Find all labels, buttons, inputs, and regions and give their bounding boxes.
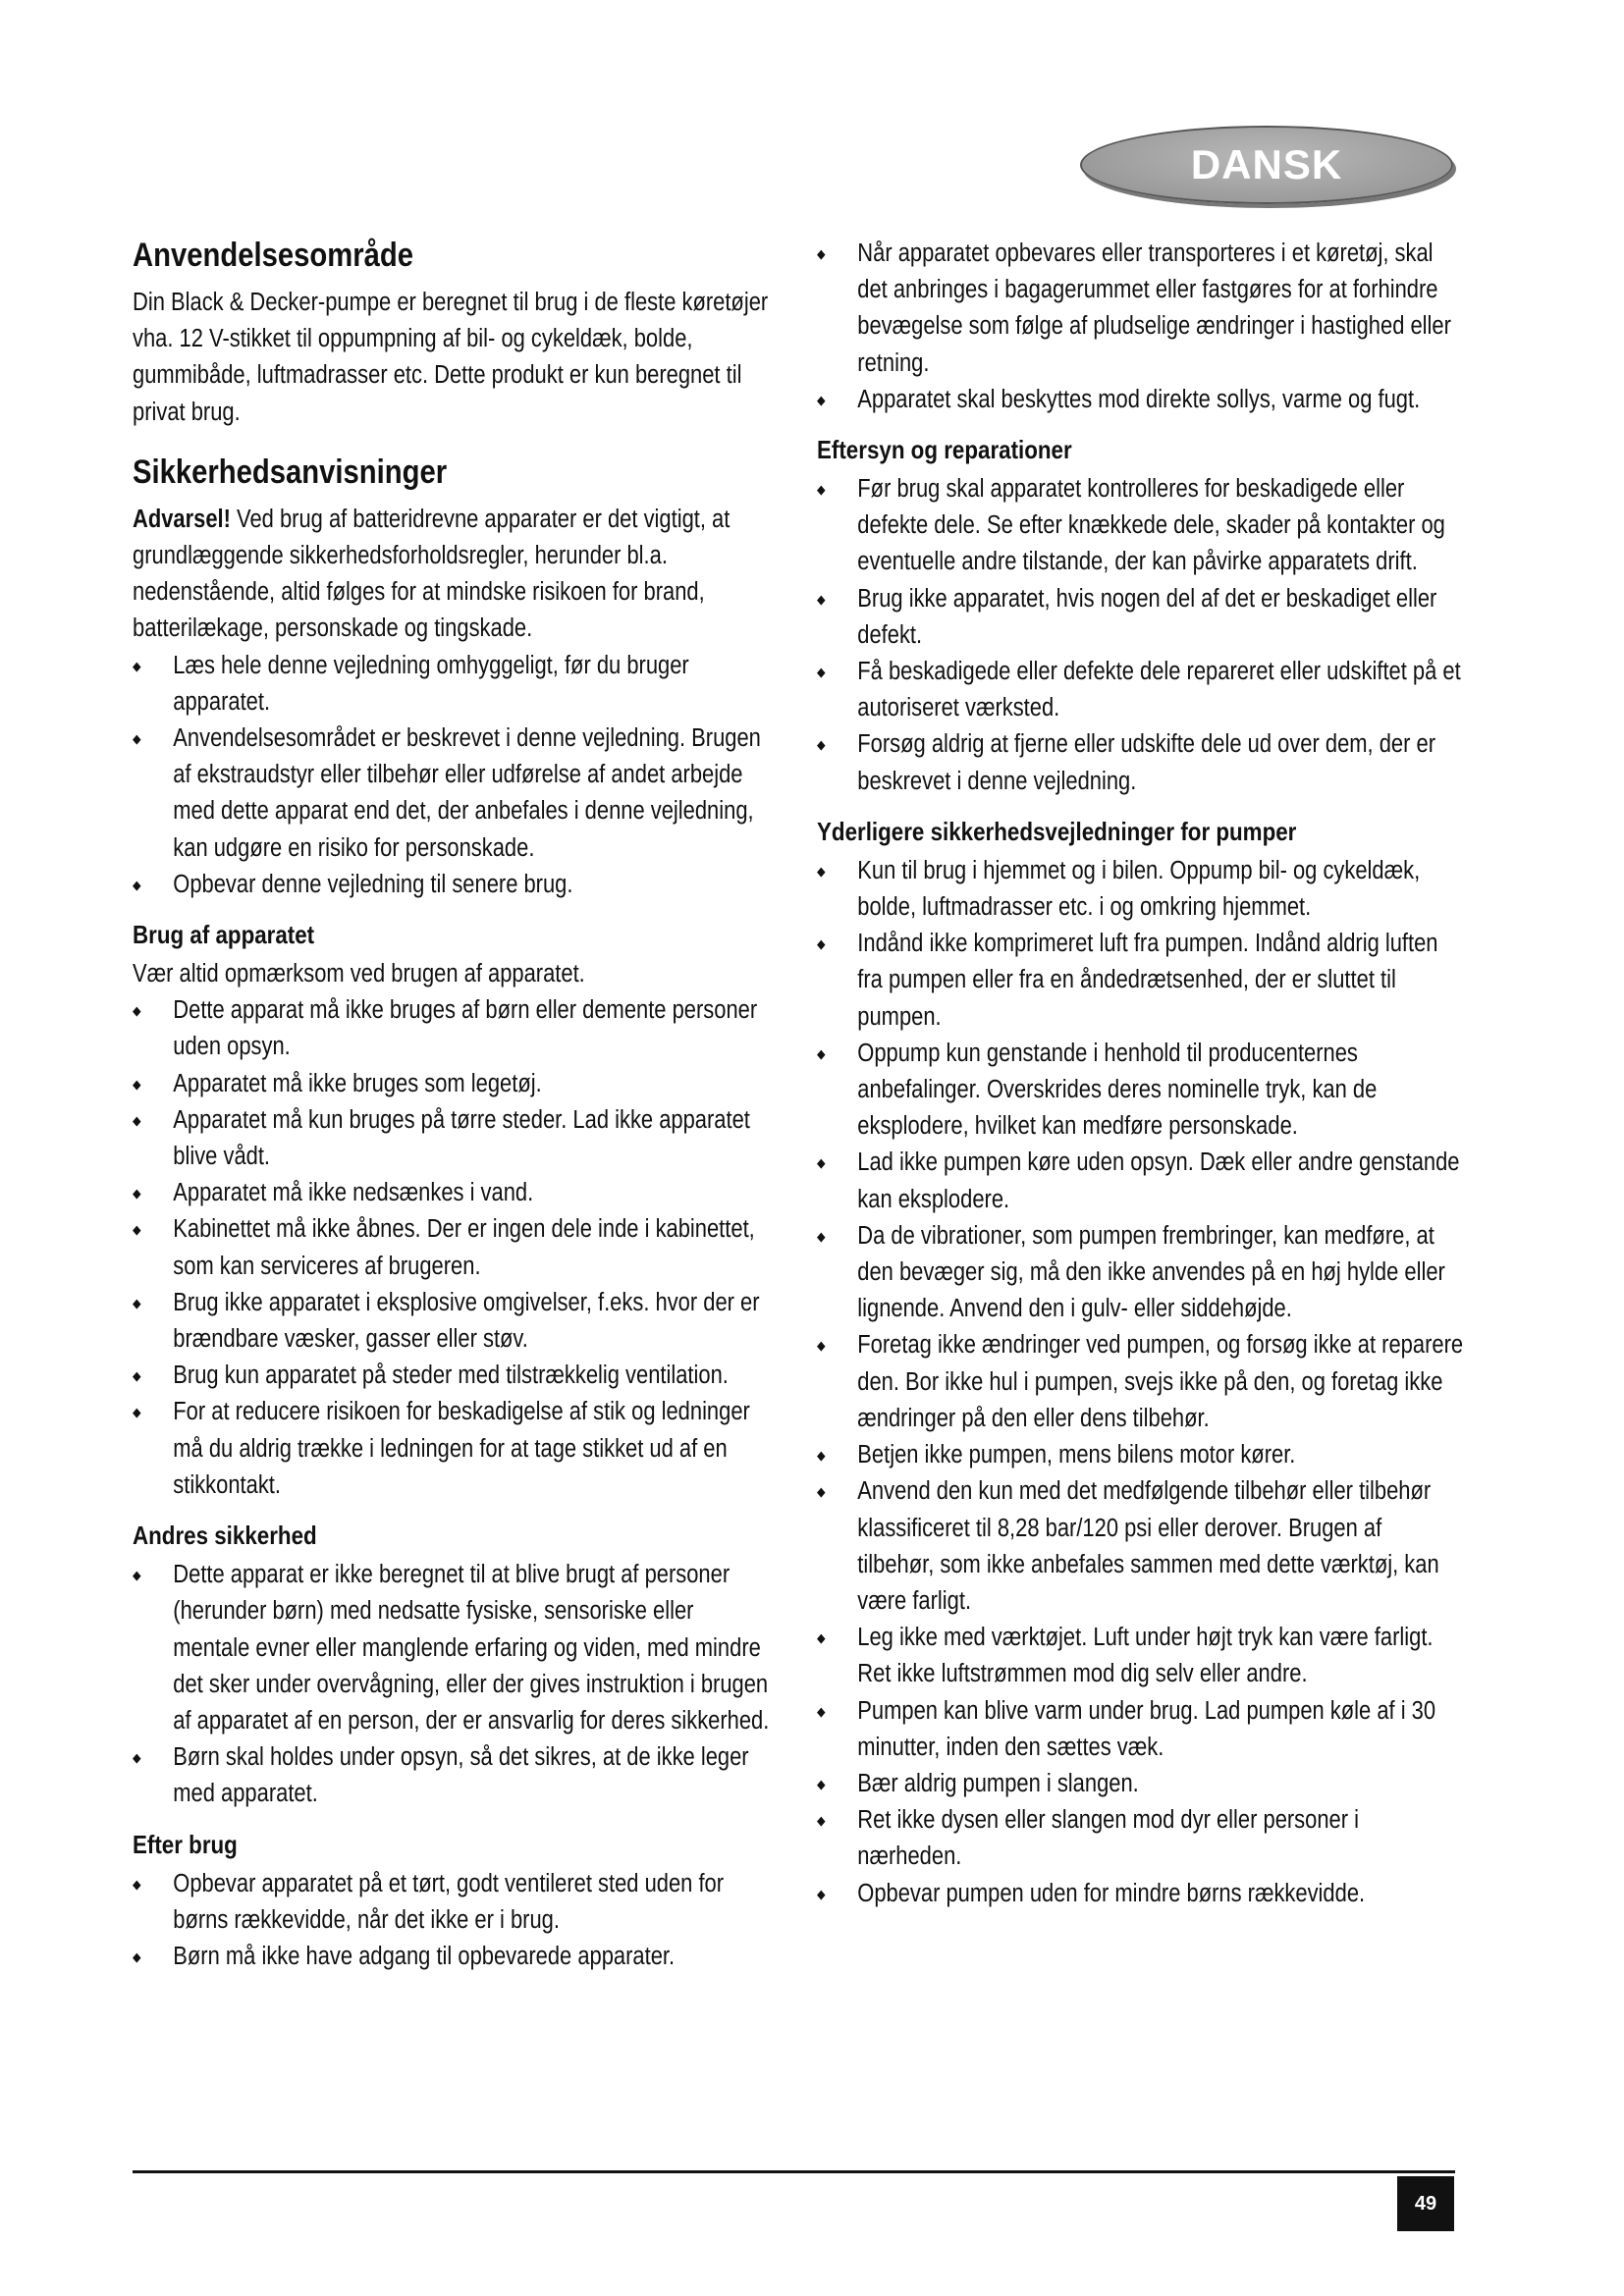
safety-bullet-list	[133, 648, 769, 903]
list-item: ◆ Børn skal holdes under opsyn, så det sikres, at de ikke leger med apparatet.	[133, 1739, 769, 1812]
section-title-pumper: Yderligere sikkerhedsvejledninger for pumper	[817, 816, 1297, 846]
list-item: ◆ Før brug skal apparatet kontrolleres for beskadigede eller defekte dele. Se efter knækkede dele, skader på kontakter og eventuelle andre tilstande, der kan påvirke apparatets drift.	[817, 471, 1463, 581]
list-item: ◆ Børn må ikke have adgang til opbevarede apparater.	[133, 1939, 769, 1975]
list-item: ◆ Da de vibrationer, som pumpen frembringer, kan medføre, at den bevæger sig, må den ikke anvendes på en høj hylde eller lignende. Anvend den i gulv- eller siddehøjde.	[817, 1218, 1463, 1328]
list-item: ◆ Kabinettet må ikke åbnes. Der er ingen dele inde i kabinettet, som kan serviceres af brugeren.	[133, 1211, 769, 1284]
section-title-eftersyn: Eftersyn og reparationer	[817, 435, 1072, 465]
pump-safety-list	[817, 853, 1463, 1912]
list-item: ◆ Dette apparat er ikke beregnet til at blive brugt af personer (herunder børn) med nedsatte fysiske, sensoriske eller mentale evner eller manglende erfaring og viden, med mindre det sker under overvågning, eller der gives instruktion i brugen af apparatet af en person, der er ansvarlig for deres sikkerhed.	[133, 1557, 769, 1739]
storage-bullet-list	[817, 236, 1463, 418]
list-item: ◆ Ret ikke dysen eller slangen mod dyr eller personer i nærheden.	[817, 1802, 1463, 1875]
inspection-bullet-list	[817, 471, 1463, 800]
list-item: ◆ Brug kun apparatet på steder med tilstrækkelig ventilation.	[133, 1358, 769, 1394]
section-title-brug: Brug af apparatet	[133, 920, 315, 950]
left-column	[133, 236, 771, 1975]
section-title-efter-brug: Efter brug	[133, 1829, 238, 1859]
list-item: ◆ Læs hele denne vejledning omhyggeligt, før du bruger apparatet.	[133, 648, 769, 721]
list-item: ◆ Apparatet må ikke bruges som legetøj.	[133, 1066, 769, 1102]
list-item: ◆ Bær aldrig pumpen i slangen.	[817, 1766, 1463, 1802]
section-title-andres: Andres sikkerhed	[133, 1521, 317, 1551]
list-item: ◆ Pumpen kan blive varm under brug. Lad pumpen køle af i 30 minutter, inden den sættes væk.	[817, 1693, 1463, 1766]
list-item: ◆ Anvend den kun med det medfølgende tilbehør eller tilbehør klassificeret til 8,28 bar/120 psi eller derover. Brugen af tilbehør, som ikke anbefales sammen med dette værktøj, kan være farligt.	[817, 1473, 1463, 1620]
list-item: ◆ Brug ikke apparatet i eksplosive omgivelser, f.eks. hvor der er brændbare væsker, gasser eller støv.	[133, 1285, 769, 1358]
list-item: ◆ Lad ikke pumpen køre uden opsyn. Dæk eller andre genstande kan eksplodere.	[817, 1145, 1463, 1217]
usage-intro: Vær altid opmærksom ved brugen af apparatet.	[133, 960, 585, 988]
list-item: ◆ Dette apparat må ikke bruges af børn eller demente personer uden opsyn.	[133, 992, 769, 1065]
section-title-sikkerhed: Sikkerhedsanvisninger	[133, 453, 448, 491]
warning-paragraph	[133, 502, 769, 648]
usage-bullet-list	[133, 992, 769, 1504]
language-badge	[1080, 126, 1453, 204]
list-item: ◆ Forsøg aldrig at fjerne eller udskifte dele ud over dem, der er beskrevet i denne vejledning.	[817, 726, 1463, 799]
list-item: ◆ Apparatet skal beskyttes mod direkte sollys, varme og fugt.	[817, 382, 1463, 418]
list-item: ◆ Opbevar denne vejledning til senere brug.	[133, 867, 769, 903]
list-item: ◆ Oppump kun genstande i henhold til producenternes anbefalinger. Overskrides deres nominelle tryk, kan de eksplodere, hvilket kan medføre personskade.	[817, 1036, 1463, 1146]
list-item: ◆ Leg ikke med værktøjet. Luft under højt tryk kan være farligt. Ret ikke luftstrømmen mod dig selv eller andre.	[817, 1620, 1463, 1692]
list-item: ◆ Anvendelsesområdet er beskrevet i denne vejledning. Brugen af ekstraudstyr eller tilbehør eller udførelse af andet arbejde med dette apparat end det, der anbefales i denne vejledning, kan udgøre en risiko for personskade.	[133, 721, 769, 867]
list-item: ◆ Få beskadigede eller defekte dele repareret eller udskiftet på et autoriseret værksted.	[817, 654, 1463, 726]
footer-divider	[133, 2170, 1455, 2173]
right-column	[817, 236, 1465, 1912]
list-item: ◆ Betjen ikke pumpen, mens bilens motor kører.	[817, 1437, 1463, 1473]
language-label: DANSK	[1190, 141, 1343, 187]
intro-paragraph: Din Black & Decker-pumpe er beregnet til brug i de fleste køretøjer vha. 12 V-stikket til oppumpning af bil- og cykeldæk, bolde, gummibåde, luftmadrasser etc. Dette produkt er kun beregnet til privat brug.	[133, 289, 769, 426]
list-item: ◆ Indånd ikke komprimeret luft fra pumpen. Indånd aldrig luften fra pumpen eller fra en åndedrætsenhed, der er sluttet til pumpen.	[817, 926, 1463, 1036]
section-title-anvendelse: Anvendelsesområde	[133, 237, 414, 274]
list-item: ◆ Når apparatet opbevares eller transporteres i et køretøj, skal det anbringes i bagagerummet eller fastgøres for at forhindre bevægelse som følge af pludselige ændringer i hastighed eller retning.	[817, 236, 1463, 382]
list-item: ◆ Brug ikke apparatet, hvis nogen del af det er beskadiget eller defekt.	[817, 581, 1463, 654]
after-use-list	[133, 1866, 769, 1976]
list-item: ◆ Apparatet må kun bruges på tørre steder. Lad ikke apparatet blive vådt.	[133, 1102, 769, 1175]
list-item: ◆ Opbevar pumpen uden for mindre børns rækkevidde.	[817, 1876, 1463, 1912]
list-item: ◆ Foretag ikke ændringer ved pumpen, og forsøg ikke at reparere den. Bor ikke hul i pumpen, svejs ikke på den, og foretag ikke ændringer på den eller dens tilbehør.	[817, 1327, 1463, 1437]
list-item: ◆ Opbevar apparatet på et tørt, godt ventileret sted uden for børns rækkevidde, når det ikke er i brug.	[133, 1866, 769, 1939]
list-item: ◆ For at reducere risikoen for beskadigelse af stik og ledninger må du aldrig trække i ledningen for at tage stikket ud af en stikkontakt.	[133, 1394, 769, 1504]
list-item: ◆ Apparatet må ikke nedsænkes i vand.	[133, 1175, 769, 1211]
warning-text: Ved brug af batteridrevne apparater er det vigtigt, at grundlæggende sikkerhedsforholdsregler, herunder bl.a. nedenstående, altid følges for at mindske risikoen for brand, batterilækage, personskade og tingskade.	[133, 505, 731, 643]
others-safety-list	[133, 1557, 769, 1812]
warning-label: Advarsel!	[133, 505, 231, 533]
page-number: 49	[1397, 2176, 1454, 2231]
list-item: ◆ Kun til brug i hjemmet og i bilen. Oppump bil- og cykeldæk, bolde, luftmadrasser etc. i og omkring hjemmet.	[817, 853, 1463, 926]
